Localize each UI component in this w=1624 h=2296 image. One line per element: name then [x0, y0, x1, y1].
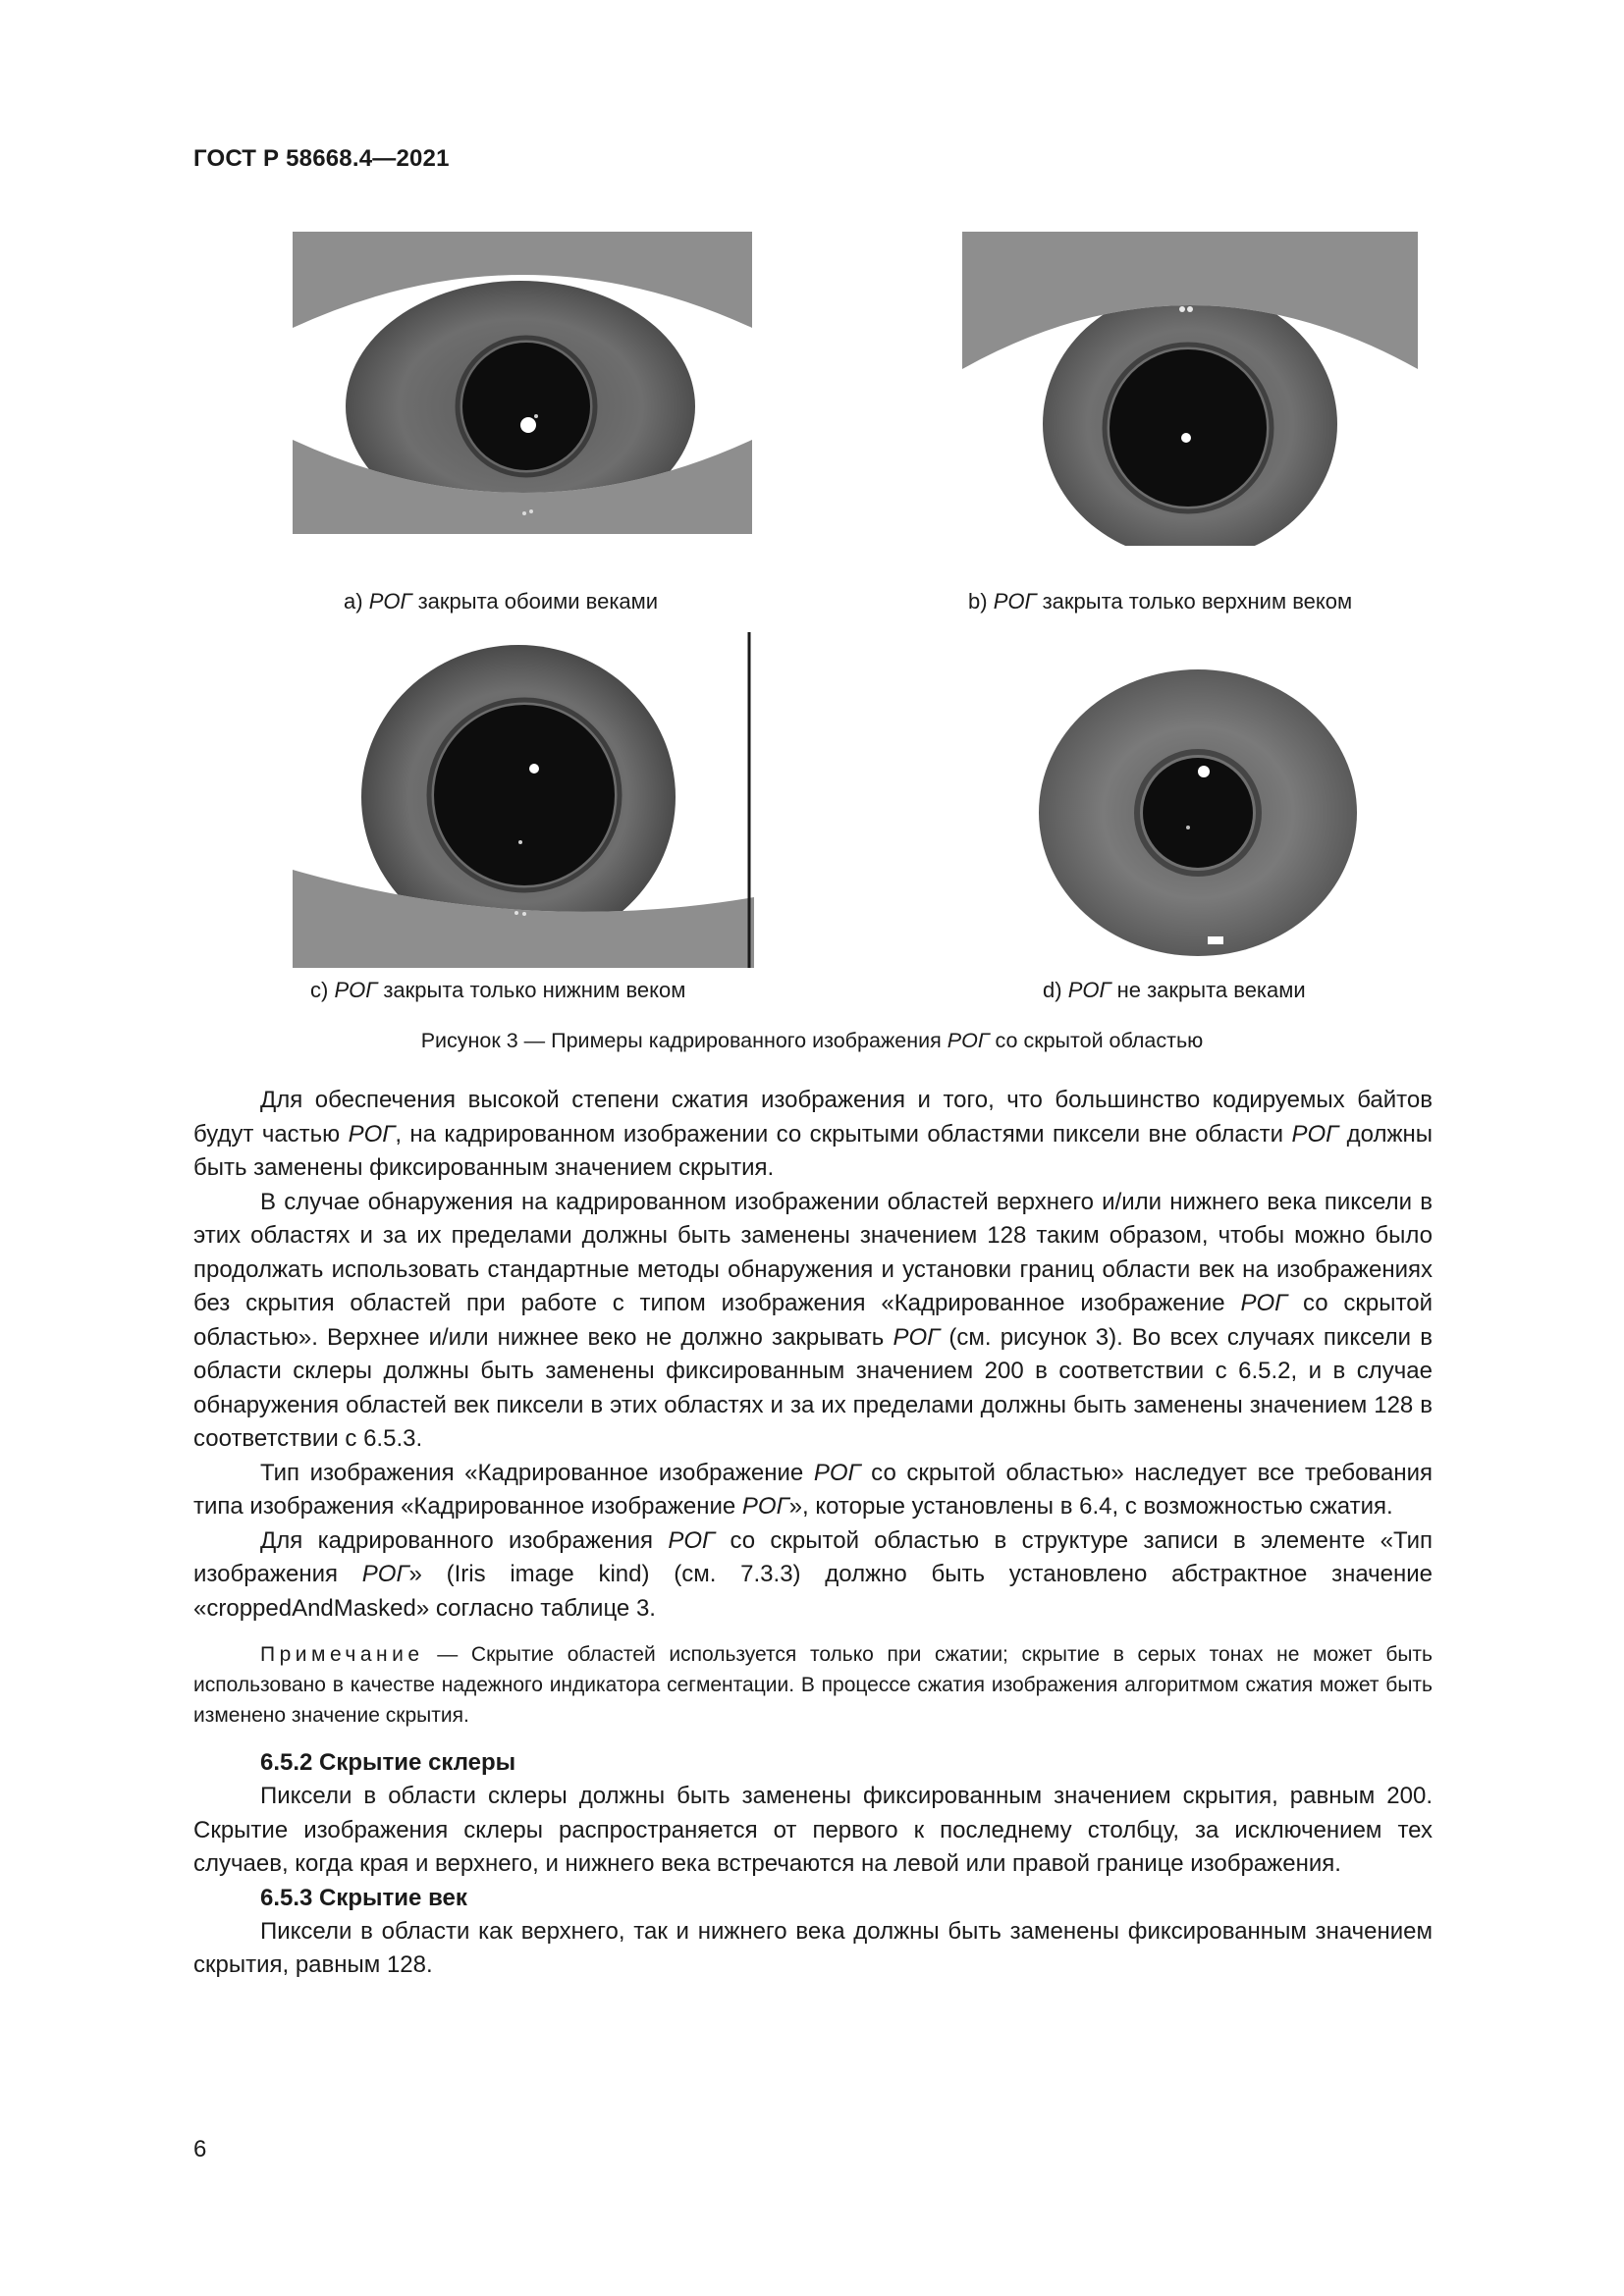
caption-prefix: c) [310, 978, 329, 1002]
figure-title-suffix: со скрытой областью [995, 1029, 1204, 1052]
caption-term: РОГ [334, 978, 378, 1002]
paragraph-1 [193, 1084, 1433, 1186]
caption-term: РОГ [368, 589, 412, 614]
section-heading-6-5-2: 6.5.2 Скрытие склеры [260, 1749, 516, 1776]
term-rog: РОГ [1240, 1290, 1288, 1316]
figure-panel-a-caption [344, 589, 658, 614]
text-run: Для обеспечения высокой степени сжатия изображения и того, что большинство кодируемых байтов будут частью [193, 1087, 1433, 1148]
caption-text: закрыта только нижним веком [383, 978, 686, 1002]
caption-prefix: a) [344, 589, 363, 614]
text-run: со скрытой областью» наследует все требования типа изображения «Кадрированное изображение [193, 1459, 1434, 1520]
caption-term: РОГ [993, 589, 1037, 614]
page-number: 6 [193, 2136, 207, 2163]
term-rog: РОГ [893, 1323, 941, 1351]
text-run: Для кадрированного изображения [260, 1526, 654, 1554]
paragraph-3 [193, 1457, 1433, 1524]
figure-title [0, 1029, 1624, 1053]
text-run: , на кадрированном изображении со скрытыми областями пиксели вне области [395, 1120, 1284, 1148]
paragraph-4 [193, 1524, 1433, 1627]
text-run: Тип изображения «Кадрированное изображение [260, 1459, 804, 1486]
figure-panel-c-caption [310, 978, 685, 1003]
figure-panel-a-image [293, 232, 752, 534]
caption-text: закрыта только верхним веком [1042, 589, 1353, 614]
caption-text: не закрыта веками [1116, 978, 1306, 1002]
note [193, 1639, 1433, 1731]
text-run: », которые установлены в 6.4, с возможностью сжатия. [788, 1493, 1393, 1520]
figure-panel-d-image [1031, 666, 1365, 960]
term-rog: РОГ [668, 1526, 716, 1554]
body-text [193, 1084, 1433, 1983]
document-header: ГОСТ Р 58668.4—2021 [193, 145, 450, 172]
figure-panel-b-caption [968, 589, 1352, 614]
section-heading-6-5-3: 6.5.3 Скрытие век [260, 1884, 467, 1911]
figure-panel-b-image [962, 232, 1418, 546]
paragraph-2 [193, 1186, 1433, 1457]
figure-panel-c-image [293, 632, 754, 968]
section-text-6-5-3: Пиксели в области как верхнего, так и нижнего века должны быть заменены фиксированным значением скрытия, равным 128. [193, 1917, 1433, 1978]
term-rog: РОГ [361, 1561, 409, 1587]
term-rog: РОГ [741, 1493, 789, 1520]
figure-title-term: РОГ [947, 1029, 990, 1052]
text-run: со скрытой областью». Верхнее и/или нижнее веко не должно закрывать [193, 1290, 1434, 1351]
text-run: (см. рисунок 3). Во всех случаях пиксели в области склеры должны быть заменены фиксированным значением 200 в соответствии с 6.5.2, и в случае обнаружения областей век пиксели в этих областях и за их пределами должны быть заменены значением 128 в соответствии с 6.5.3. [193, 1323, 1433, 1452]
caption-prefix: b) [968, 589, 988, 614]
caption-prefix: d) [1043, 978, 1062, 1002]
caption-text: закрыта обоими веками [417, 589, 659, 614]
text-run: со скрытой областью в структуре записи в элементе «Тип изображения [193, 1526, 1433, 1587]
caption-term: РОГ [1067, 978, 1111, 1002]
text-run: В случае обнаружения на кадрированном изображении областей верхнего и/или нижнего века пиксели в этих областях и за их пределами должны быть заменены значением 128 таким образом, чтобы можно было продолжать использовать стандартные методы обнаружения и установки границ области век на изображениях без скрытия областей при работе с типом изображения «Кадрированное изображение [193, 1188, 1433, 1316]
note-text: — Скрытие областей используется только при сжатии; скрытие в серых тонах не может быть использовано в качестве надежного индикатора сегментации. В процессе сжатия изображения алгоритмом сжатия может быть изменено значение скрытия. [193, 1643, 1433, 1727]
term-rog: РОГ [1291, 1120, 1339, 1148]
text-run: должны быть заменены фиксированным значением скрытия. [193, 1120, 1434, 1181]
section-text-6-5-2: Пиксели в области склеры должны быть заменены фиксированным значением скрытия, равным 200. Скрытие изображения склеры распространяется от первого к последнему столбцу, за исключением тех случаев, когда края и верхнего, и нижнего века встречаются на левой или правой границе изображения. [193, 1783, 1433, 1877]
note-label: Примечание [260, 1643, 424, 1666]
text-run: » (Iris image kind) (см. 7.3.3) должно быть установлено абстрактное значение «croppedAndMasked» согласно таблице 3. [193, 1561, 1434, 1622]
figure-title-prefix: Рисунок 3 — Примеры кадрированного изображения [420, 1029, 942, 1052]
term-rog: РОГ [348, 1120, 396, 1148]
term-rog: РОГ [813, 1459, 861, 1486]
figure-panel-d-caption [1043, 978, 1306, 1003]
